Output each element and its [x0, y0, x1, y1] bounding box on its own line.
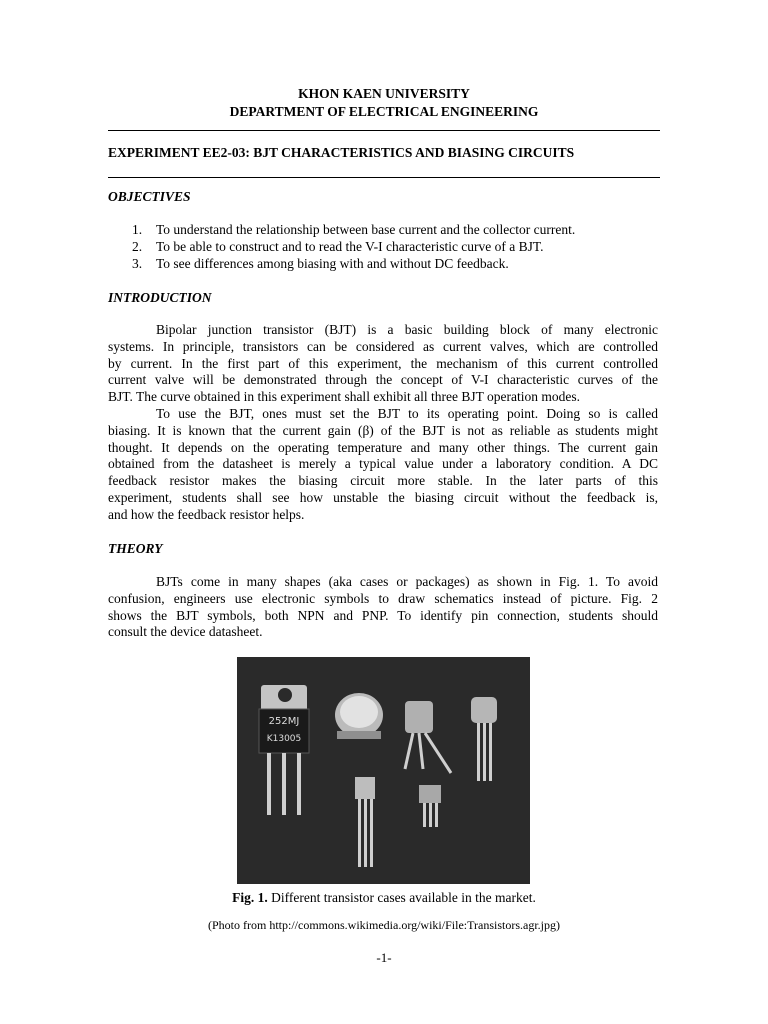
objectives-list	[108, 221, 575, 272]
to18-body	[471, 697, 497, 723]
to220-marking-2: K13005	[266, 734, 302, 744]
text-line: experiment, students shall see how unstable the biasing circuit without the feedback is,	[108, 489, 658, 505]
can-rim	[337, 731, 381, 739]
to18-lead	[489, 723, 492, 781]
objective-item	[108, 255, 575, 272]
to220-lead	[297, 753, 301, 815]
transistor-photo-drawing	[237, 657, 530, 884]
text-line: Bipolar junction transistor (BJT) is a basic building block of many electronic	[156, 322, 658, 337]
to220-lead	[267, 753, 271, 815]
to92-body	[355, 777, 375, 799]
metal-can-transistor	[335, 693, 383, 739]
text-line: confusion, engineers use electronic symbols to draw schematics instead of picture. Fig. 2	[108, 590, 658, 606]
transistor-photo	[237, 657, 530, 884]
text-line: obtained from the datasheet is merely a typical value under a laboratory condition. A DC	[108, 456, 658, 472]
objective-text: To be able to construct and to read the V-I characteristic curve of a BJT.	[156, 239, 544, 254]
text-line: thought. It depends on the operating temperature and many other things. The current gain	[108, 439, 658, 455]
small-lead	[429, 803, 432, 827]
header-rule	[108, 130, 660, 131]
text-line: feedback resistor makes the biasing circuit more stable. In the later parts of this	[108, 473, 658, 489]
introduction-paragraph-2	[108, 406, 658, 524]
objective-number: 3.	[132, 256, 143, 271]
text-line: shows the BJT symbols, both NPN and PNP. To identify pin connection, students should	[108, 607, 658, 623]
to220-marking-1: 252MJ	[268, 716, 300, 727]
theory-paragraph	[108, 574, 658, 641]
to92-lead	[358, 799, 361, 867]
figure-caption-text: Different transistor cases available in the market.	[267, 890, 536, 905]
small-lead	[423, 803, 426, 827]
theory-heading: THEORY	[108, 541, 163, 556]
text-line: consult the device datasheet.	[108, 624, 263, 640]
introduction-paragraph-1	[108, 322, 658, 406]
to92-lead	[370, 799, 373, 867]
title-rule	[108, 177, 660, 178]
objective-number: 1.	[132, 222, 143, 237]
to92-lead	[364, 799, 367, 867]
figure-caption	[108, 890, 660, 906]
text-line: current valve will be demonstrated through the concept of V-I characteristic curves of the	[108, 372, 658, 388]
small-lead	[435, 803, 438, 827]
objective-text: To understand the relationship between base current and the collector current.	[156, 222, 576, 237]
photo-credit: (Photo from http://commons.wikimedia.org/wiki/File:Transistors.agr.jpg)	[208, 918, 560, 932]
text-line: systems. In principle, transistors can be considered as current valves, which are controlled	[108, 338, 658, 354]
objectives-heading: OBJECTIVES	[108, 189, 191, 204]
page-number: -1-	[376, 950, 392, 965]
objective-text: To see differences among biasing with and without DC feedback.	[156, 256, 509, 271]
text-line: and how the feedback resistor helps.	[108, 506, 305, 522]
to39-body	[405, 701, 433, 733]
department-name: DEPARTMENT OF ELECTRICAL ENGINEERING	[229, 104, 539, 119]
to18-lead	[483, 723, 486, 781]
objective-item	[108, 221, 575, 238]
university-name: KHON KAEN UNIVERSITY	[298, 86, 470, 101]
text-line: biasing. It is known that the current gain (β) of the BJT is not as reliable as students might	[108, 422, 658, 438]
objective-item	[108, 238, 575, 255]
to220-mount-hole	[278, 688, 292, 702]
can-top	[340, 696, 378, 728]
text-line: To use the BJT, ones must set the BJT to its operating point. Doing so is called	[156, 406, 658, 421]
text-line: by current. In the first part of this experiment, the mechanism of this current controlled	[108, 355, 658, 371]
to18-lead	[477, 723, 480, 781]
objective-number: 2.	[132, 239, 143, 254]
to92-transistor	[355, 777, 375, 867]
to220-lead	[282, 753, 286, 815]
text-line: BJTs come in many shapes (aka cases or packages) as shown in Fig. 1. To avoid	[156, 574, 658, 589]
text-line: BJT. The curve obtained in this experiment shall exhibit all three BJT operation modes.	[108, 389, 581, 405]
small-body	[419, 785, 441, 803]
introduction-heading: INTRODUCTION	[108, 290, 212, 305]
experiment-title: EXPERIMENT EE2-03: BJT CHARACTERISTICS AND BIASING CIRCUITS	[108, 145, 575, 160]
figure-caption-label: Fig. 1.	[232, 890, 268, 905]
